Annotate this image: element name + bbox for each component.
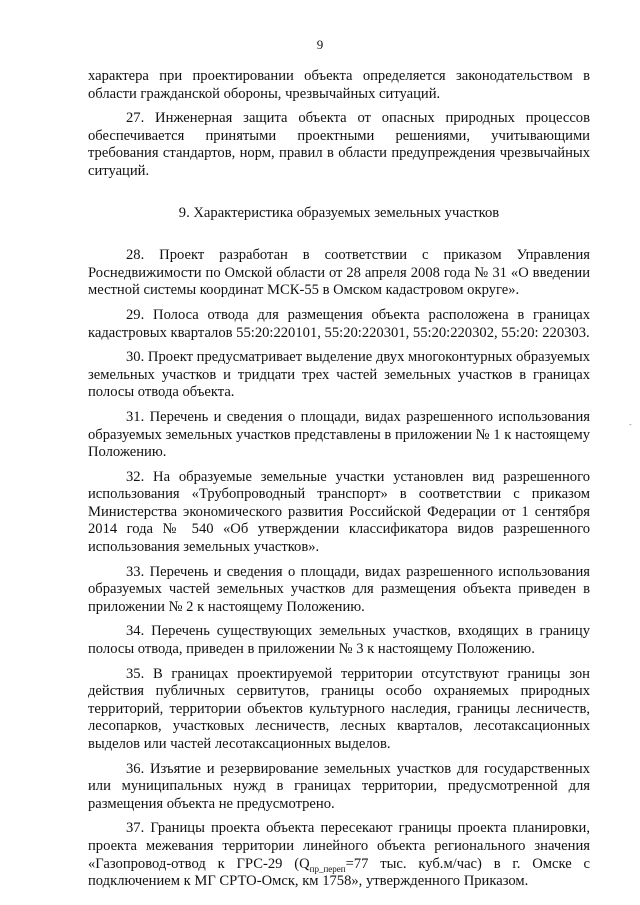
paragraph-37-text-end: =77 тыс. куб.м/час) в г. Омске с подключением к МГ СРТО-Омск, км 1758», утвержденного Приказом. [88, 855, 590, 890]
section-heading: 9. Характеристика образуемых земельных участков [178, 204, 500, 221]
flow-subscript: пр_переп [309, 863, 346, 874]
paragraph-36: 36. Изъятие и резервирование земельных участков для государственных или муниципальных нужд в границах территории, предусмотренной для размещения объекта не предусмотрено. [88, 760, 590, 812]
paragraph-37-text-start: 37. Границы проекта объекта пересекают границы проекта планировки, проекта межевания территории линейного объекта регионального значения «Газопровод-отвод к ГРС-29 (Q [88, 820, 590, 872]
paragraph-30: 30. Проект предусматривает выделение двух многоконтурных образуемых земельных участков и тридцати трех частей земельных участков в границах полосы отвода объекта. [88, 349, 590, 401]
paragraph-29: 29. Полоса отвода для размещения объекта расположена в границах кадастровых кварталов 55:20:220101, 55:20:220301, 55:20:220302, 55:20: 220303. [88, 306, 590, 341]
edge-mark: - [629, 420, 632, 429]
page-content [88, 68, 590, 898]
paragraph-continuation: характера при проектировании объекта определяется законодательством в области гражданской обороны, чрезвычайных ситуаций. [88, 68, 590, 102]
paragraph-37 [88, 820, 590, 890]
paragraph-31: 31. Перечень и сведения о площади, видах разрешенного использования образуемых земельных участков представлены в приложении № 1 к настоящему Положению. [88, 408, 590, 461]
paragraph-35: 35. В границах проектируемой территории отсутствуют границы зон действия публичных сервитутов, границы особо охраняемых природных территорий, территории объектов культурного наследия, границы лесничеств, лесопарков, участковых лесничеств, лесных кварталов, лесотаксационных выделов или частей лесотаксационных выделов. [88, 665, 590, 752]
paragraph-33: 33. Перечень и сведения о площади, видах разрешенного использования образуемых частей земельных участков для размещения объекта приведен в приложении № 2 к настоящему Положению. [88, 563, 590, 615]
page-number: 9 [316, 37, 324, 52]
paragraph-28: 28. Проект разработан в соответствии с приказом Управления Роснедвижимости по Омской области от 28 апреля 2008 года № 31 «О введении местной системы координат МСК-55 в Омском кадастровом округе». [88, 247, 590, 299]
paragraph-32: 32. На образуемые земельные участки установлен вид разрешенного использования «Трубопроводный транспорт» в соответствии с приказом Министерства экономического развития Российской Федерации от 1 сентября 2014 года № 540 «Об утверждении классификатора видов разрешенного использования земельных участков». [88, 468, 590, 556]
paragraph-27: 27. Инженерная защита объекта от опасных природных процессов обеспечивается принятыми проектными решениями, учитывающими требования стандартов, норм, правил в области предупреждения чрезвычайных ситуаций. [88, 110, 590, 179]
paragraph-34: 34. Перечень существующих земельных участков, входящих в границу полосы отвода, приведен в приложении № 3 к настоящему Положению. [88, 623, 590, 658]
